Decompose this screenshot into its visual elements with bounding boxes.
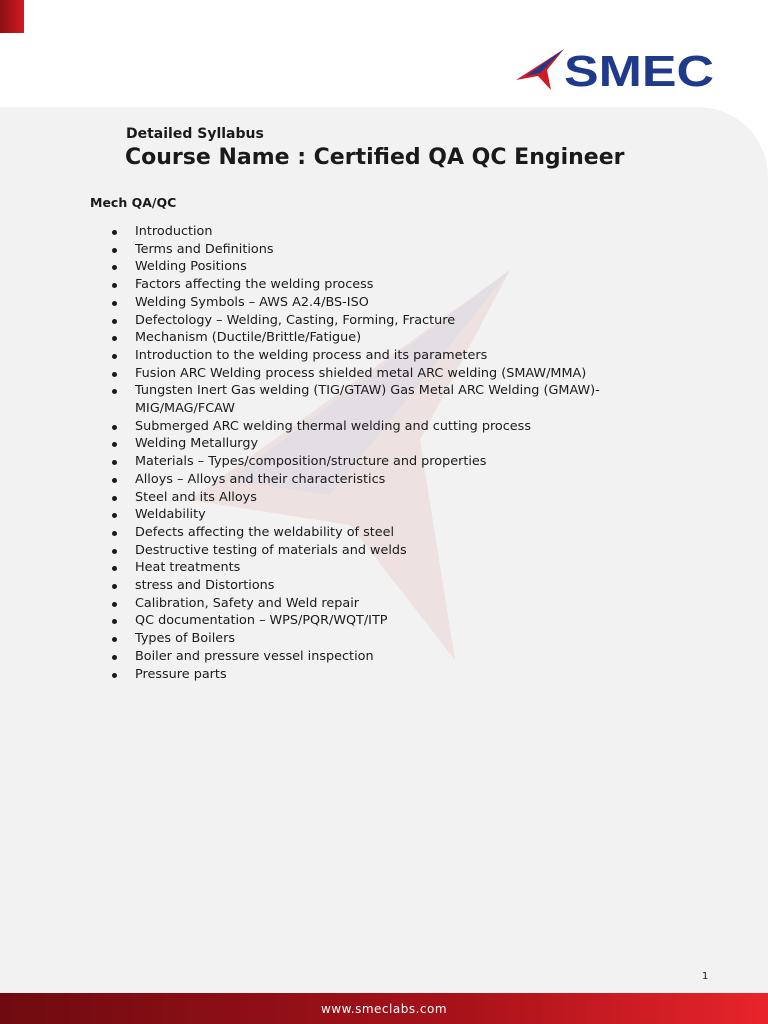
list-item [108, 630, 638, 648]
list-item-text: Submerged ARC welding thermal welding and cutting process [135, 418, 532, 434]
list-item [108, 276, 638, 294]
list-item-text: Welding Positions [135, 259, 247, 275]
list-item-text: QC documentation – WPS/PQR/WQT/ITP [135, 613, 388, 629]
bullet-icon [112, 549, 117, 554]
list-item [108, 435, 638, 453]
list-item [108, 612, 638, 630]
list-item [108, 258, 638, 276]
bullet-icon [112, 478, 117, 483]
list-item-text: Welding Symbols – AWS A2.4/BS-ISO [135, 294, 369, 310]
bullet-icon [112, 372, 117, 377]
list-item-text: Pressure parts [135, 666, 227, 682]
list-item [108, 329, 638, 347]
bullet-icon [112, 566, 117, 571]
bullet-icon [112, 602, 117, 607]
list-item [108, 559, 638, 577]
list-item [108, 595, 638, 613]
bullet-icon [112, 637, 117, 642]
bullet-icon [112, 584, 117, 589]
syllabus-list [108, 223, 638, 683]
list-item-text: Boiler and pressure vessel inspection [135, 648, 374, 664]
page-number: 1 [702, 971, 709, 982]
list-item-text: Terms and Definitions [135, 241, 274, 257]
bullet-icon [112, 673, 117, 678]
list-item-text: Tungsten Inert Gas welding (TIG/GTAW) Gas Metal ARC Welding (GMAW)-MIG/MAG/FCAW [135, 383, 600, 417]
course-title: Course Name : Certified QA QC Engineer [125, 145, 625, 170]
list-item-text: Welding Metallurgy [135, 436, 259, 452]
bullet-icon [112, 425, 117, 430]
list-item-text: Alloys – Alloys and their characteristics [135, 471, 386, 487]
list-item-text: Defects affecting the weldability of steel [135, 524, 395, 540]
list-item-text: Destructive testing of materials and welds [135, 542, 407, 558]
bullet-icon [112, 354, 117, 359]
bullet-icon [112, 389, 117, 394]
list-item-text: Mechanism (Ductile/Brittle/Fatigue) [135, 330, 362, 346]
list-item-text: Fusion ARC Welding process shielded metal ARC welding (SMAW/MMA) [135, 365, 587, 381]
list-item [108, 365, 638, 383]
smec-logo [514, 46, 716, 92]
bullet-icon [112, 265, 117, 270]
bullet-icon [112, 248, 117, 253]
list-item-text: Weldability [135, 507, 206, 523]
list-item [108, 489, 638, 507]
list-item-text: Introduction [135, 224, 213, 239]
list-item [108, 241, 638, 259]
list-item-text: Calibration, Safety and Weld repair [135, 595, 360, 611]
list-item [108, 418, 638, 436]
list-item-text: Steel and its Alloys [135, 489, 257, 505]
list-item [108, 524, 638, 542]
bullet-icon [112, 301, 117, 306]
footer-bar [0, 993, 768, 1024]
list-item [108, 577, 638, 595]
list-item-text: Heat treatments [135, 560, 241, 576]
bullet-icon [112, 496, 117, 501]
bullet-icon [112, 655, 117, 660]
bullet-icon [112, 336, 117, 341]
list-item [108, 294, 638, 312]
section-heading: Mech QA/QC [90, 195, 177, 210]
bullet-icon [112, 319, 117, 324]
bullet-icon [112, 531, 117, 536]
list-item-text: Materials – Types/composition/structure and properties [135, 454, 487, 470]
list-item [108, 453, 638, 471]
document-subtitle: Detailed Syllabus [126, 126, 264, 142]
list-item-text: Introduction to the welding process and its parameters [135, 347, 488, 363]
list-item [108, 223, 638, 241]
list-item-text: Types of Boilers [135, 631, 236, 647]
bullet-icon [112, 283, 117, 288]
list-item-text: stress and Distortions [135, 578, 275, 594]
website-link[interactable]: www.smeclabs.com [320, 1001, 448, 1016]
bullet-icon [112, 230, 117, 235]
list-item [108, 506, 638, 524]
list-item [108, 666, 638, 684]
list-item-text: Factors affecting the welding process [135, 277, 374, 293]
list-item [108, 648, 638, 666]
logo-text: SMEC [564, 47, 714, 92]
list-item [108, 542, 638, 560]
list-item [108, 471, 638, 489]
bullet-icon [112, 513, 117, 518]
bullet-icon [112, 460, 117, 465]
list-item [108, 312, 638, 330]
list-item [108, 382, 638, 417]
corner-accent [0, 0, 24, 33]
bullet-icon [112, 619, 117, 624]
list-item [108, 347, 638, 365]
list-item-text: Defectology – Welding, Casting, Forming, Fracture [135, 312, 456, 328]
bullet-icon [112, 442, 117, 447]
